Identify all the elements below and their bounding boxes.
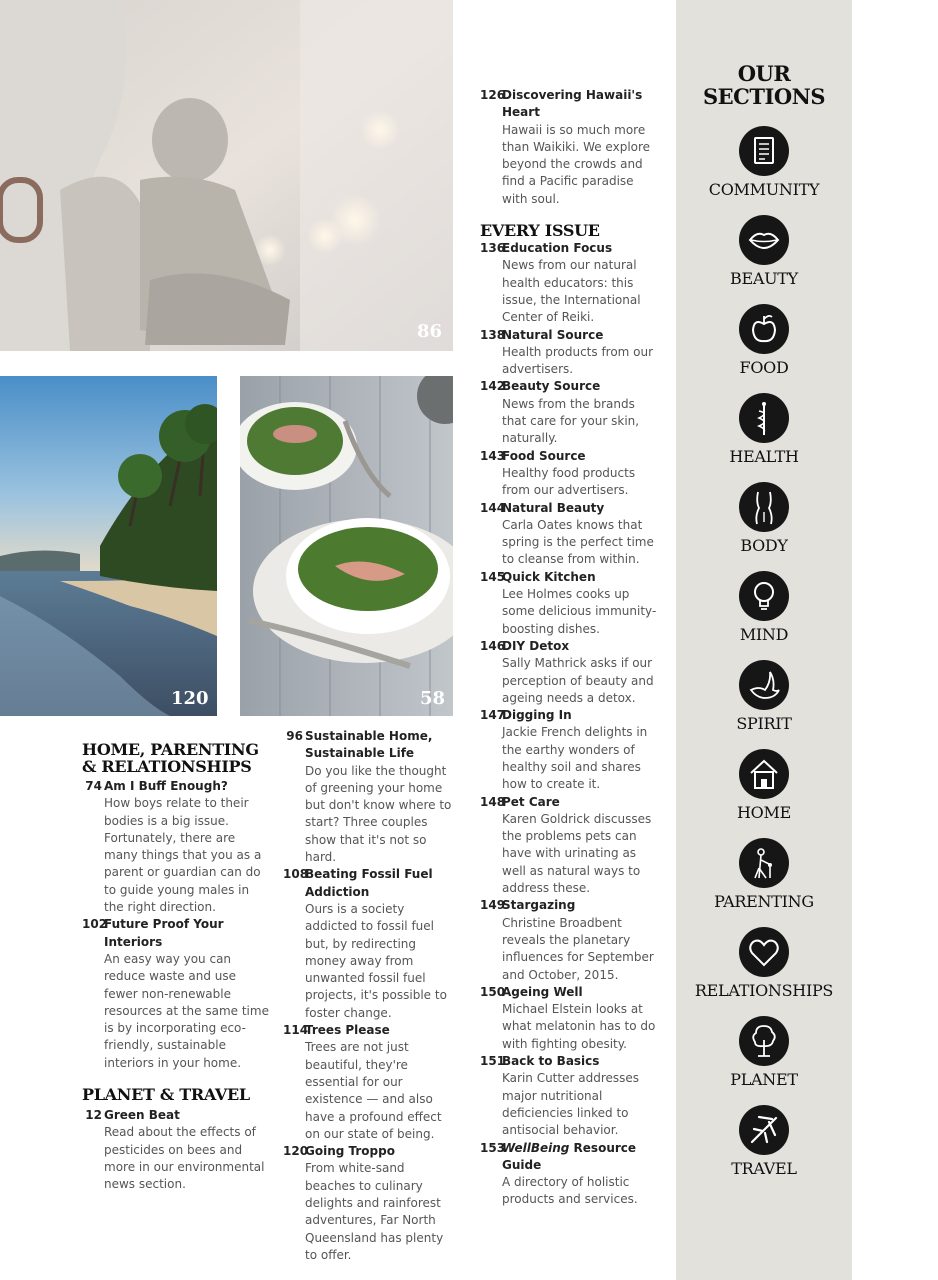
airplane-icon bbox=[739, 1105, 789, 1155]
toc-entry[interactable] bbox=[480, 1053, 660, 1139]
entry-description: An easy way you can reduce waste and use fewer non-renewable resources at the same time is by incorporating eco-friendly, sustainable interiors in your home. bbox=[104, 951, 269, 1070]
section-label: TRAVEL bbox=[731, 1159, 797, 1178]
toc-entry[interactable] bbox=[480, 794, 660, 898]
toc-entry[interactable] bbox=[480, 87, 660, 208]
house-icon bbox=[739, 749, 789, 799]
toc-entry[interactable] bbox=[82, 778, 272, 916]
toc-entry[interactable] bbox=[480, 500, 660, 569]
section-home[interactable] bbox=[676, 749, 852, 829]
toc-entry[interactable] bbox=[82, 1107, 272, 1193]
entry-description: News from the brands that care for your skin, naturally. bbox=[502, 396, 640, 446]
entry-title: Beating Fossil Fuel Addiction bbox=[305, 867, 433, 899]
tree-icon bbox=[739, 1016, 789, 1066]
section-label: BEAUTY bbox=[730, 269, 798, 288]
entry-title: Beauty Source bbox=[502, 379, 601, 394]
entry-title: Digging In bbox=[502, 708, 572, 723]
entry-page-number: 138 bbox=[480, 327, 506, 342]
toc-entry[interactable] bbox=[283, 1143, 458, 1264]
apple-icon bbox=[739, 304, 789, 354]
buddha-photo bbox=[0, 0, 453, 351]
entry-description: Healthy food products from our advertisers. bbox=[502, 465, 636, 498]
entry-page-number: 144 bbox=[480, 500, 506, 515]
section-travel[interactable] bbox=[676, 1105, 852, 1185]
sections-sidebar bbox=[676, 0, 852, 1280]
entry-page-number: 149 bbox=[480, 898, 506, 913]
toc-entry[interactable] bbox=[480, 327, 660, 379]
entry-page-number: 145 bbox=[480, 569, 506, 584]
caduceus-icon bbox=[739, 393, 789, 443]
parent-child-icon bbox=[739, 838, 789, 888]
entry-page-number: 136 bbox=[480, 241, 506, 256]
section-parenting[interactable] bbox=[676, 838, 852, 918]
lips-icon bbox=[739, 215, 789, 265]
entry-description: Ours is a society addicted to fossil fuel but, by redirecting money away from unwanted fossil fuel projects, it's possible to foster change. bbox=[305, 901, 447, 1020]
entry-description: From white-sand beaches to culinary delights and rainforest adventures, Far North Queensland has plenty to offer. bbox=[305, 1161, 444, 1262]
entry-description: Michael Elstein looks at what melatonin has to do with fighting obesity. bbox=[502, 1002, 656, 1051]
entry-page-number: 102 bbox=[82, 917, 108, 932]
section-heading-every-issue: EVERY ISSUE bbox=[480, 221, 600, 241]
entry-title: Ageing Well bbox=[502, 984, 583, 999]
entry-page-number: 150 bbox=[480, 984, 506, 999]
entry-description: Do you like the thought of greening your home but don't know where to start? Three couples show that it's not so hard. bbox=[305, 763, 452, 865]
entry-title: Stargazing bbox=[502, 898, 576, 913]
section-mind[interactable] bbox=[676, 571, 852, 651]
column-sustainable bbox=[283, 728, 458, 1264]
entry-description: Hawaii is so much more than Waikiki. We explore beyond the crowds and find a Pacific paradise with soul. bbox=[502, 122, 651, 206]
entry-page-number: 142 bbox=[480, 379, 506, 394]
entry-title: Trees Please bbox=[305, 1023, 390, 1038]
entry-title: Am I Buff Enough? bbox=[104, 779, 228, 793]
section-food[interactable] bbox=[676, 304, 852, 384]
entry-title: Natural Source bbox=[502, 327, 604, 342]
section-community[interactable] bbox=[676, 126, 852, 206]
entry-title-italic: WellBeing bbox=[502, 1140, 570, 1155]
photo-page-number: 120 bbox=[171, 688, 209, 709]
toc-entry[interactable] bbox=[480, 1140, 660, 1209]
entry-title: Green Beat bbox=[104, 1108, 180, 1123]
entry-page-number: 153 bbox=[480, 1140, 506, 1155]
entry-description: Lee Holmes cooks up some delicious immunity-boosting dishes. bbox=[502, 587, 657, 636]
entry-page-number: 126 bbox=[480, 88, 506, 102]
entry-title: Back to Basics bbox=[502, 1054, 600, 1069]
entry-page-number: 147 bbox=[480, 708, 506, 723]
entry-title: Future Proof Your Interiors bbox=[104, 917, 224, 949]
entry-title: DIY Detox bbox=[502, 638, 570, 653]
toc-entry[interactable] bbox=[480, 984, 660, 1053]
section-heading-planet: PLANET & TRAVEL bbox=[82, 1085, 250, 1105]
entry-description: Read about the effects of pesticides on bees and more in our environmental news section. bbox=[104, 1125, 265, 1192]
entry-page-number: 148 bbox=[480, 794, 506, 809]
entry-description: Trees are not just beautiful, they're essential for our existence — and also have a profound effect on our state of being. bbox=[305, 1040, 442, 1141]
entry-description: Sally Mathrick asks if our perception of beauty and ageing needs a detox. bbox=[502, 656, 654, 705]
heading-line: & RELATIONSHIPS bbox=[82, 757, 252, 776]
heart-icon bbox=[739, 927, 789, 977]
entry-page-number: 96 bbox=[286, 729, 303, 743]
entry-title: Discovering Hawaii's Heart bbox=[502, 88, 643, 120]
toc-entry[interactable] bbox=[480, 897, 660, 983]
toc-entry[interactable] bbox=[480, 707, 660, 793]
document-icon bbox=[739, 126, 789, 176]
toc-entry[interactable] bbox=[480, 378, 660, 447]
entry-title: Quick Kitchen bbox=[502, 569, 596, 584]
section-label: PLANET bbox=[730, 1070, 798, 1089]
entry-description: Karin Cutter addresses major nutritional deficiencies linked to antisocial behavior. bbox=[502, 1071, 640, 1138]
entry-description: News from our natural health educators: this issue, the International Center of Reiki. bbox=[502, 258, 641, 325]
entry-title: Natural Beauty bbox=[502, 500, 605, 515]
section-label: COMMUNITY bbox=[708, 180, 820, 199]
column-every-issue bbox=[480, 87, 660, 1209]
entry-page-number: 151 bbox=[480, 1054, 506, 1069]
section-health[interactable] bbox=[676, 393, 852, 473]
section-label: HEALTH bbox=[729, 447, 799, 466]
entry-description: Christine Broadbent reveals the planetary influences for September and October, 2015. bbox=[502, 915, 654, 982]
entry-title: Food Source bbox=[502, 448, 586, 463]
entry-page-number: 143 bbox=[480, 448, 506, 463]
section-beauty[interactable] bbox=[676, 215, 852, 295]
sidebar-title-line: SECTIONS bbox=[703, 84, 825, 109]
beach-photo bbox=[0, 376, 217, 716]
entry-title: Sustainable Home, Sustainable Life bbox=[305, 729, 433, 761]
toc-entry[interactable] bbox=[480, 448, 660, 500]
toc-entry[interactable] bbox=[283, 866, 458, 1022]
toc-entry[interactable] bbox=[82, 916, 272, 1072]
sidebar-title bbox=[676, 62, 852, 108]
dove-icon bbox=[739, 660, 789, 710]
toc-entry[interactable] bbox=[283, 1022, 458, 1143]
section-label: BODY bbox=[740, 536, 788, 555]
entry-title: Pet Care bbox=[502, 794, 560, 809]
entry-title-rest: Resource Guide bbox=[502, 1140, 637, 1172]
entry-title bbox=[502, 1140, 660, 1175]
entry-description: Carla Oates knows that spring is the perfect time to cleanse from within. bbox=[502, 517, 654, 567]
entry-description: Jackie French delights in the earthy wonders of healthy soil and shares how to create it. bbox=[502, 725, 648, 792]
entry-page-number: 120 bbox=[283, 1144, 309, 1159]
section-relationships[interactable] bbox=[676, 927, 852, 1007]
lightbulb-icon bbox=[739, 571, 789, 621]
section-heading-home bbox=[82, 741, 272, 775]
section-label: RELATIONSHIPS bbox=[694, 981, 834, 1000]
entry-description: Health products from our advertisers. bbox=[502, 344, 654, 377]
entry-description: Karen Goldrick discusses the problems pets can have with urinating as well as natural ways to address these. bbox=[502, 811, 652, 896]
entry-page-number: 74 bbox=[85, 779, 102, 793]
section-label: SPIRIT bbox=[736, 714, 792, 733]
entry-page-number: 108 bbox=[283, 867, 309, 882]
section-label: FOOD bbox=[739, 358, 789, 377]
toc-entry[interactable] bbox=[480, 569, 660, 638]
column-home-planet bbox=[82, 741, 272, 1194]
heading-line: HOME, PARENTING bbox=[82, 740, 259, 759]
toc-entry[interactable] bbox=[480, 240, 660, 326]
torso-icon bbox=[739, 482, 789, 532]
section-label: MIND bbox=[739, 625, 789, 644]
section-body[interactable] bbox=[676, 482, 852, 562]
section-planet[interactable] bbox=[676, 1016, 852, 1096]
entry-description: A directory of holistic products and services. bbox=[502, 1175, 638, 1207]
toc-entry[interactable] bbox=[283, 728, 458, 866]
entry-page-number: 114 bbox=[283, 1023, 309, 1038]
section-spirit[interactable] bbox=[676, 660, 852, 740]
soup-photo bbox=[240, 376, 453, 716]
sidebar-title-line: OUR bbox=[737, 61, 791, 86]
photo-page-number: 86 bbox=[417, 321, 443, 342]
entry-page-number: 146 bbox=[480, 638, 506, 653]
entry-title: Going Troppo bbox=[305, 1144, 395, 1159]
entry-description: How boys relate to their bodies is a big issue. Fortunately, there are many things that you as a parent or guardian can do to guide young males in the right direction. bbox=[104, 796, 262, 915]
section-label: HOME bbox=[737, 803, 791, 822]
section-label: PARENTING bbox=[714, 892, 814, 911]
entry-page-number: 12 bbox=[85, 1108, 102, 1123]
photo-page-number: 58 bbox=[420, 688, 446, 709]
toc-entry[interactable] bbox=[480, 638, 660, 707]
entry-title: Education Focus bbox=[502, 241, 613, 256]
